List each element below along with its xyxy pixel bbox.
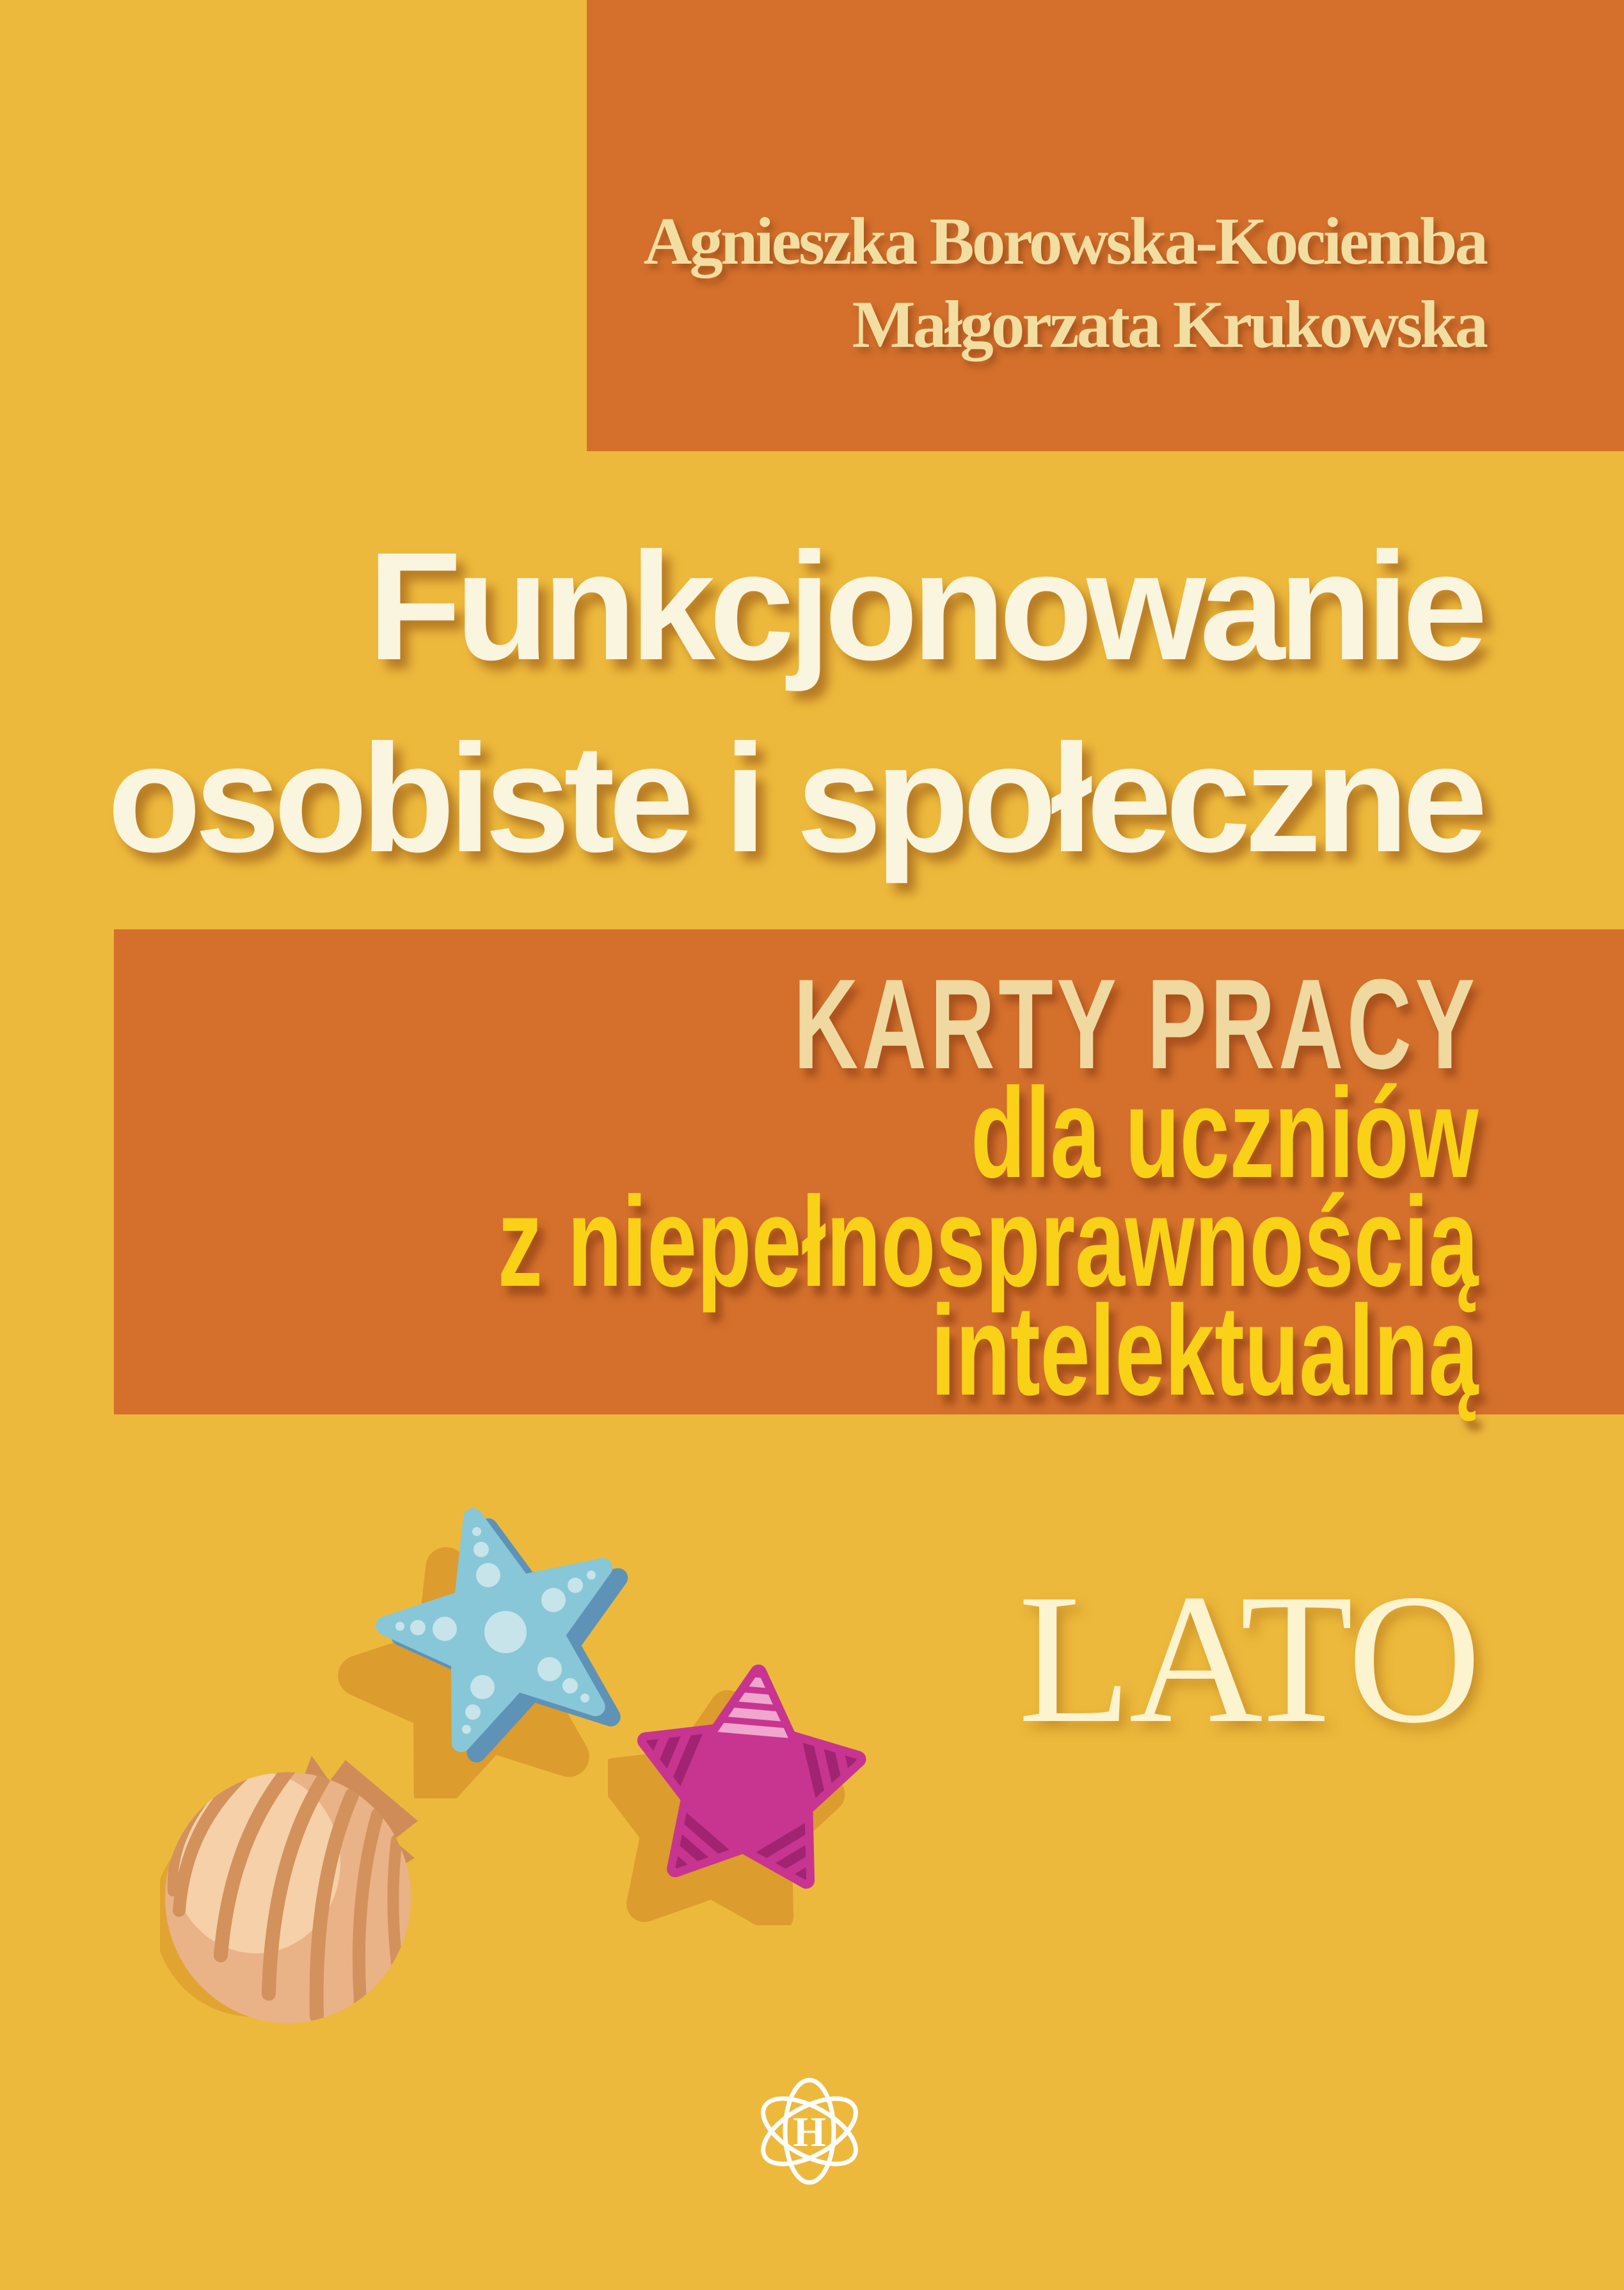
author-name-1: Agnieszka Borowska-Kociemba xyxy=(643,204,1486,278)
book-title-line-1: Funkcjonowanie xyxy=(367,520,1481,692)
seashell-icon xyxy=(160,1744,422,2026)
author-names xyxy=(644,200,1486,366)
author-panel xyxy=(587,0,1624,451)
subtitle-band xyxy=(114,929,1624,1422)
season-label: LATO xyxy=(1018,1556,1479,1761)
subtitle-line-4: intelektualną xyxy=(930,1279,1478,1422)
author-name-2: Małgorzata Krukowska xyxy=(852,287,1486,362)
pink-starfish-icon xyxy=(608,1644,889,1925)
subtitle-heading: KARTY PRACY xyxy=(793,953,1478,1096)
book-title-line-2: osobiste i społeczne xyxy=(107,712,1481,884)
publisher-logo-letter: H xyxy=(793,2109,826,2156)
subtitle-line-3: z niepełnosprawnością xyxy=(497,1171,1478,1313)
subtitle-text xyxy=(77,953,1478,1422)
subtitle-line-2: dla uczniów xyxy=(970,1062,1478,1205)
publisher-logo-icon xyxy=(733,2048,886,2218)
book-title xyxy=(107,510,1481,894)
